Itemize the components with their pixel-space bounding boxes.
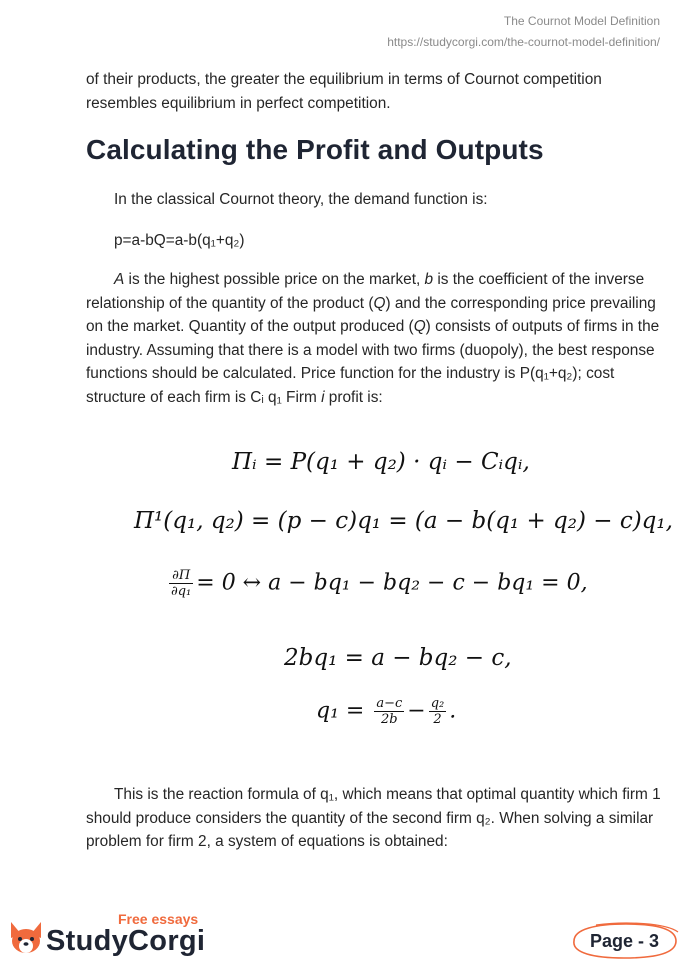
corgi-logo-icon [8,920,44,956]
header-title: The Cournot Model Definition [503,14,660,28]
var-q-2: Q [413,318,426,336]
reaction-f2-denominator: 2 [433,712,442,727]
derivative-denominator: ∂q₁ [171,584,192,599]
derivative-numerator: ∂Π [169,568,193,584]
page-number: Page - 3 [590,931,660,951]
p2-text-1: is the highest possible price on the market, [124,271,425,288]
p2-text-3: ) and the corresponding price prevailing on the market. Quantity of the output produced ( [86,294,656,336]
footer-brand[interactable]: StudyCorgi [46,925,206,957]
p2-text-5: profit is: [324,388,383,406]
var-i: i [321,388,325,406]
p2-text-4: ) consists of outputs of firms in the industry. Assuming that there is a model with two firms (duopoly), the best response functions should be calculated. Price function for the industry is P(q₁+q₂); cost structure of each firm is Cᵢ q₁ Firm [86,318,660,406]
p2-text-2: is the coefficient of the inverse relationship of the quantity of the product ( [86,271,645,312]
reaction-f2-numerator: q₂ [430,696,445,711]
reaction-end: . [449,698,457,724]
equation-profit-general: Πᵢ = P(q₁ + q₂) · qᵢ − Cᵢqᵢ, [232,449,530,475]
reaction-f1-numerator: a−c [376,696,403,711]
section-heading: Calculating the Profit and Outputs [86,134,544,165]
demand-formula: p=a-bQ=a-b(q₁+q₂) [114,232,245,249]
var-q: Q [373,294,386,312]
reaction-lhs: q₁ = [316,698,365,724]
reaction-minus: − [407,698,426,724]
reaction-fraction-1 [374,696,404,727]
intro-paragraph: of their products, the greater the equilibrium in terms of Cournot competition resembles equilibrium in perfect competition. [86,71,602,112]
footer-tagline: Free essays [118,911,199,927]
header-url[interactable]: https://studycorgi.com/the-cournot-model-definition/ [387,35,660,49]
equation-derivative [166,568,588,599]
paragraph-reaction: This is the reaction formula of q₁, which means that optimal quantity which firm 1 should produce considers the quantity of the second firm q₂. When solving a similar problem for firm 2, a system of equations is obtained: [86,786,661,851]
derivative-rest: = 0 ↔ a − bq₁ − bq₂ − c − bq₁ = 0, [196,570,588,596]
equation-profit-firm1: Π¹(q₁, q₂) = (p − c)q₁ = (a − b(q₁ + q₂) − c)q₁, [134,508,673,534]
paragraph-demand-intro: In the classical Cournot theory, the demand function is: [114,191,488,208]
reaction-f1-denominator: 2b [381,712,398,727]
equation-2bq1: 2bq₁ = a − bq₂ − c, [284,645,512,671]
equation-reaction [316,696,456,727]
derivative-fraction [169,568,193,599]
var-a: A [114,271,125,288]
var-b: b [424,271,434,288]
reaction-fraction-2 [429,696,447,727]
paragraph-variables [86,268,661,410]
